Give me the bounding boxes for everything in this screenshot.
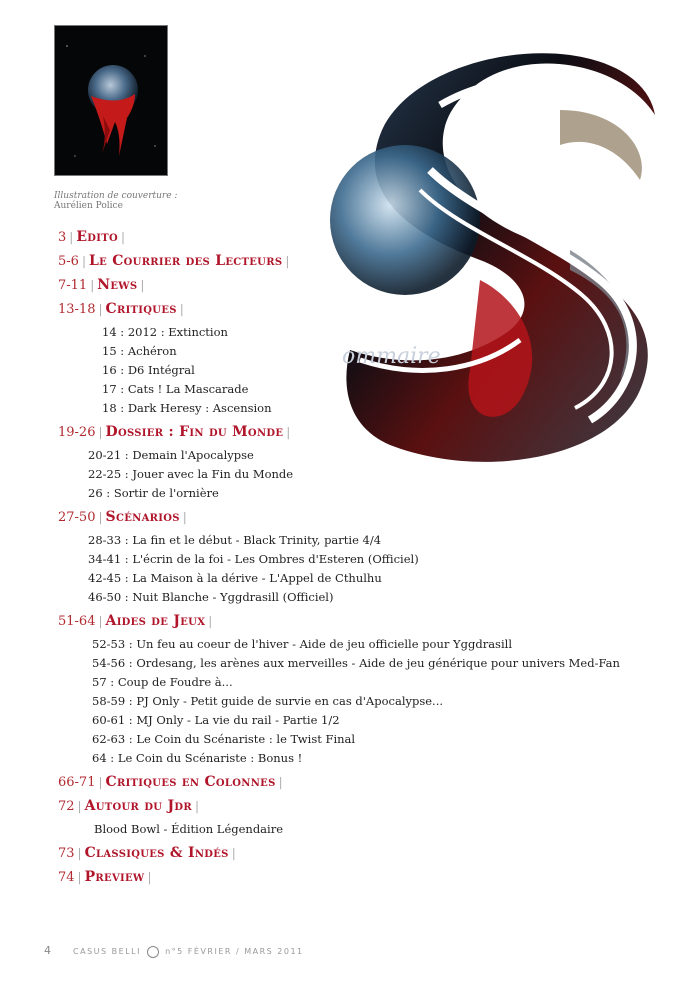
toc-separator: | (77, 799, 82, 813)
toc-subitem[interactable]: 52-53 : Un feu au coeur de l'hiver - Aide de jeu officielle pour Yggdrasill (92, 637, 512, 651)
toc-separator: | (98, 425, 103, 439)
toc-section-title: News (97, 277, 138, 293)
cover-credit-artist: Aurélien Police (54, 201, 123, 211)
toc-subitem[interactable]: 46-50 : Nuit Blanche - Yggdrasill (Officiel) (88, 590, 334, 604)
toc-subitem[interactable]: 14 : 2012 : Extinction (102, 325, 228, 339)
page-footer (44, 944, 304, 958)
table-of-contents (58, 225, 620, 889)
toc-section-pages: 74 (58, 870, 75, 885)
toc-section-title: Scénarios (105, 509, 180, 525)
toc-section-pages: 13-18 (58, 302, 96, 317)
toc-separator: | (77, 846, 82, 860)
toc-section-title: Autour du Jdr (84, 798, 193, 814)
toc-subitem[interactable]: 15 : Achéron (102, 344, 177, 358)
toc-section-title: Preview (84, 869, 145, 885)
magazine-logo-icon (147, 946, 159, 958)
toc-section-pages: 3 (58, 230, 67, 245)
toc-section[interactable] (58, 865, 558, 889)
magazine-brand: CASUS BELLI (73, 947, 141, 956)
toc-section-pages: 66-71 (58, 775, 96, 790)
toc-section-title: Dossier : Fin du Monde (105, 424, 284, 440)
toc-section[interactable] (58, 273, 558, 297)
toc-subitems (58, 531, 558, 607)
toc-section[interactable] (58, 794, 558, 818)
toc-subitem[interactable]: Blood Bowl - Édition Légendaire (94, 822, 284, 836)
toc-section-pages: 51-64 (58, 614, 96, 629)
cover-thumbnail (54, 25, 168, 176)
toc-section-title: Aides de Jeux (105, 613, 206, 629)
toc-section-title: Edito (76, 229, 119, 245)
toc-section-pages: 7-11 (58, 278, 88, 293)
toc-separator: | (90, 278, 95, 292)
toc-subitem[interactable]: 17 : Cats ! La Mascarade (102, 382, 249, 396)
toc-subitem[interactable]: 18 : Dark Heresy : Ascension (102, 401, 272, 415)
toc-section[interactable] (58, 225, 558, 249)
toc-separator: | (182, 510, 187, 524)
toc-section-title: Critiques en Colonnes (105, 774, 276, 790)
toc-section[interactable] (58, 770, 558, 794)
toc-subitem[interactable]: 58-59 : PJ Only - Petit guide de survie en cas d'Apocalypse... (92, 694, 444, 708)
toc-subitems (58, 820, 558, 839)
toc-separator: | (98, 775, 103, 789)
toc-section-title: Le Courrier des Lecteurs (88, 253, 283, 269)
toc-separator: | (140, 278, 145, 292)
toc-subitem[interactable]: 42-45 : La Maison à la dérive - L'Appel de Cthulhu (88, 571, 382, 585)
toc-subitem[interactable]: 34-41 : L'écrin de la foi - Les Ombres d'Esteren (Officiel) (88, 552, 419, 566)
toc-separator: | (69, 230, 74, 244)
toc-separator: | (98, 614, 103, 628)
toc-section[interactable] (58, 505, 558, 529)
toc-section-title: Critiques (105, 301, 177, 317)
toc-subitem[interactable]: 62-63 : Le Coin du Scénariste : le Twist Final (92, 732, 356, 746)
toc-separator: | (195, 799, 200, 813)
toc-subitem[interactable]: 26 : Sortir de l'ornière (88, 486, 219, 500)
toc-subitem[interactable]: 16 : D6 Intégral (102, 363, 195, 377)
toc-section-pages: 5-6 (58, 254, 79, 269)
toc-subitem[interactable]: 54-56 : Ordesang, les arènes aux merveilles - Aide de jeu générique pour univers Med-Fan (92, 656, 620, 670)
toc-subitems (58, 635, 620, 768)
toc-section[interactable] (58, 841, 558, 865)
toc-separator: | (77, 870, 82, 884)
toc-separator: | (81, 254, 86, 268)
toc-separator: | (286, 425, 291, 439)
toc-section[interactable] (58, 420, 558, 444)
cover-image (55, 26, 168, 176)
toc-subitem[interactable]: 57 : Coup de Foudre à... (92, 675, 233, 689)
toc-subitem[interactable]: 28-33 : La fin et le début - Black Trinity, partie 4/4 (88, 533, 382, 547)
toc-separator: | (179, 302, 184, 316)
toc-separator: | (231, 846, 236, 860)
toc-subitems (58, 446, 558, 503)
toc-section-pages: 27-50 (58, 510, 96, 525)
toc-subitem[interactable]: 20-21 : Demain l'Apocalypse (88, 448, 254, 462)
toc-section[interactable] (58, 609, 558, 633)
toc-section-title: Classiques & Indés (84, 845, 229, 861)
toc-separator: | (147, 870, 152, 884)
sommaire-title-word: ommaire (342, 344, 441, 369)
toc-section[interactable] (58, 297, 558, 321)
toc-subitems (58, 323, 558, 418)
toc-subitem[interactable]: 22-25 : Jouer avec la Fin du Monde (88, 467, 294, 481)
cover-credit (54, 191, 177, 211)
toc-separator: | (98, 302, 103, 316)
toc-separator: | (98, 510, 103, 524)
page-number: 4 (44, 944, 51, 957)
cover-credit-caption: Illustration de couverture : (54, 191, 178, 201)
toc-section-pages: 72 (58, 799, 75, 814)
toc-section[interactable] (58, 249, 558, 273)
toc-separator: | (278, 775, 283, 789)
toc-subitem[interactable]: 60-61 : MJ Only - La vie du rail - Partie 1/2 (92, 713, 340, 727)
toc-subitem[interactable]: 64 : Le Coin du Scénariste : Bonus ! (92, 751, 303, 765)
issue-info: n°5 FÉVRIER / MARS 2011 (165, 947, 304, 956)
toc-separator: | (285, 254, 290, 268)
toc-separator: | (121, 230, 126, 244)
toc-section-pages: 73 (58, 846, 75, 861)
toc-separator: | (208, 614, 213, 628)
toc-section-pages: 19-26 (58, 425, 96, 440)
